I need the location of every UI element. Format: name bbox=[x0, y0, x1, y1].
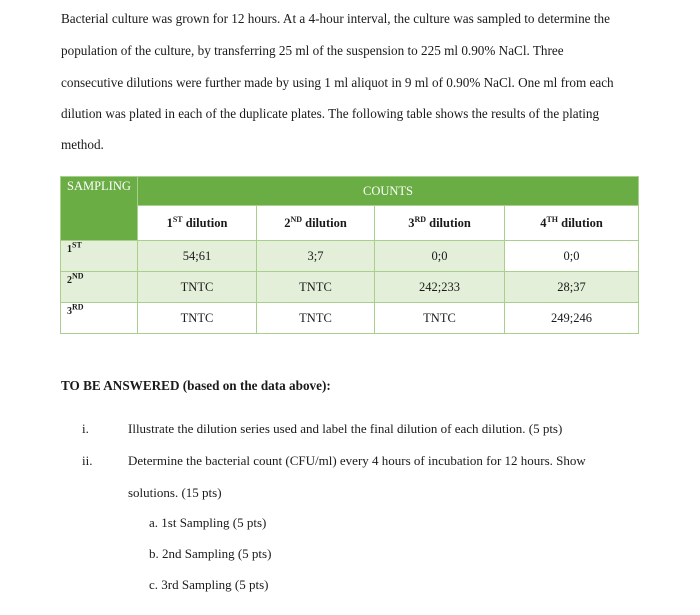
question-text: Determine the bacterial count (CFU/ml) every 4 hours of incubation for 12 hours. Show bbox=[128, 453, 586, 468]
sub-question: b. 2nd Sampling (5 pts) bbox=[149, 546, 272, 561]
sub-question: a. 1st Sampling (5 pts) bbox=[149, 515, 267, 530]
row-label-1st: 1ST bbox=[61, 241, 138, 272]
row-label-3rd: 3RD bbox=[61, 303, 138, 334]
question-text: solutions. (15 pts) bbox=[128, 485, 222, 500]
intro-line: consecutive dilutions were further made by using 1 ml aliquot in 9 ml of 0.90% NaCl. One ml from each bbox=[61, 75, 614, 90]
table-row bbox=[61, 241, 639, 272]
table-cell: TNTC bbox=[257, 272, 375, 303]
table-cell: TNTC bbox=[138, 303, 257, 334]
questions-title: TO BE ANSWERED (based on the data above): bbox=[61, 378, 331, 393]
table-cell: 28;37 bbox=[505, 272, 639, 303]
table-cell: TNTC bbox=[257, 303, 375, 334]
table-row bbox=[61, 272, 639, 303]
table-cell: TNTC bbox=[375, 303, 505, 334]
column-header-3rd-dilution: 3RD dilution bbox=[375, 206, 505, 241]
table-cell: 249;246 bbox=[505, 303, 639, 334]
table-cell: 242;233 bbox=[375, 272, 505, 303]
table-cell: TNTC bbox=[138, 272, 257, 303]
intro-line: population of the culture, by transferring 25 ml of the suspension to 225 ml 0.90% NaCl. Three bbox=[61, 43, 564, 58]
row-label-2nd: 2ND bbox=[61, 272, 138, 303]
counts-header: COUNTS bbox=[138, 177, 639, 206]
table-row bbox=[61, 303, 639, 334]
table-cell: 3;7 bbox=[257, 241, 375, 272]
question-number: ii. bbox=[82, 453, 93, 468]
intro-line: dilution was plated in each of the duplicate plates. The following table shows the results of the plating bbox=[61, 106, 600, 121]
table-cell: 0;0 bbox=[375, 241, 505, 272]
table-cell: 0;0 bbox=[505, 241, 639, 272]
column-header-4th-dilution: 4TH dilution bbox=[505, 206, 639, 241]
sampling-header: SAMPLING bbox=[61, 177, 138, 241]
plating-results-table bbox=[60, 176, 639, 334]
column-header-1st-dilution: 1ST dilution bbox=[138, 206, 257, 241]
question-number: i. bbox=[82, 421, 89, 436]
question-text: Illustrate the dilution series used and label the final dilution of each dilution. (5 pts) bbox=[128, 421, 563, 436]
column-header-2nd-dilution: 2ND dilution bbox=[257, 206, 375, 241]
sub-question: c. 3rd Sampling (5 pts) bbox=[149, 577, 269, 592]
table-cell: 54;61 bbox=[138, 241, 257, 272]
intro-line: Bacterial culture was grown for 12 hours. At a 4-hour interval, the culture was sampled to determine the bbox=[61, 11, 610, 26]
intro-line: method. bbox=[61, 137, 104, 152]
